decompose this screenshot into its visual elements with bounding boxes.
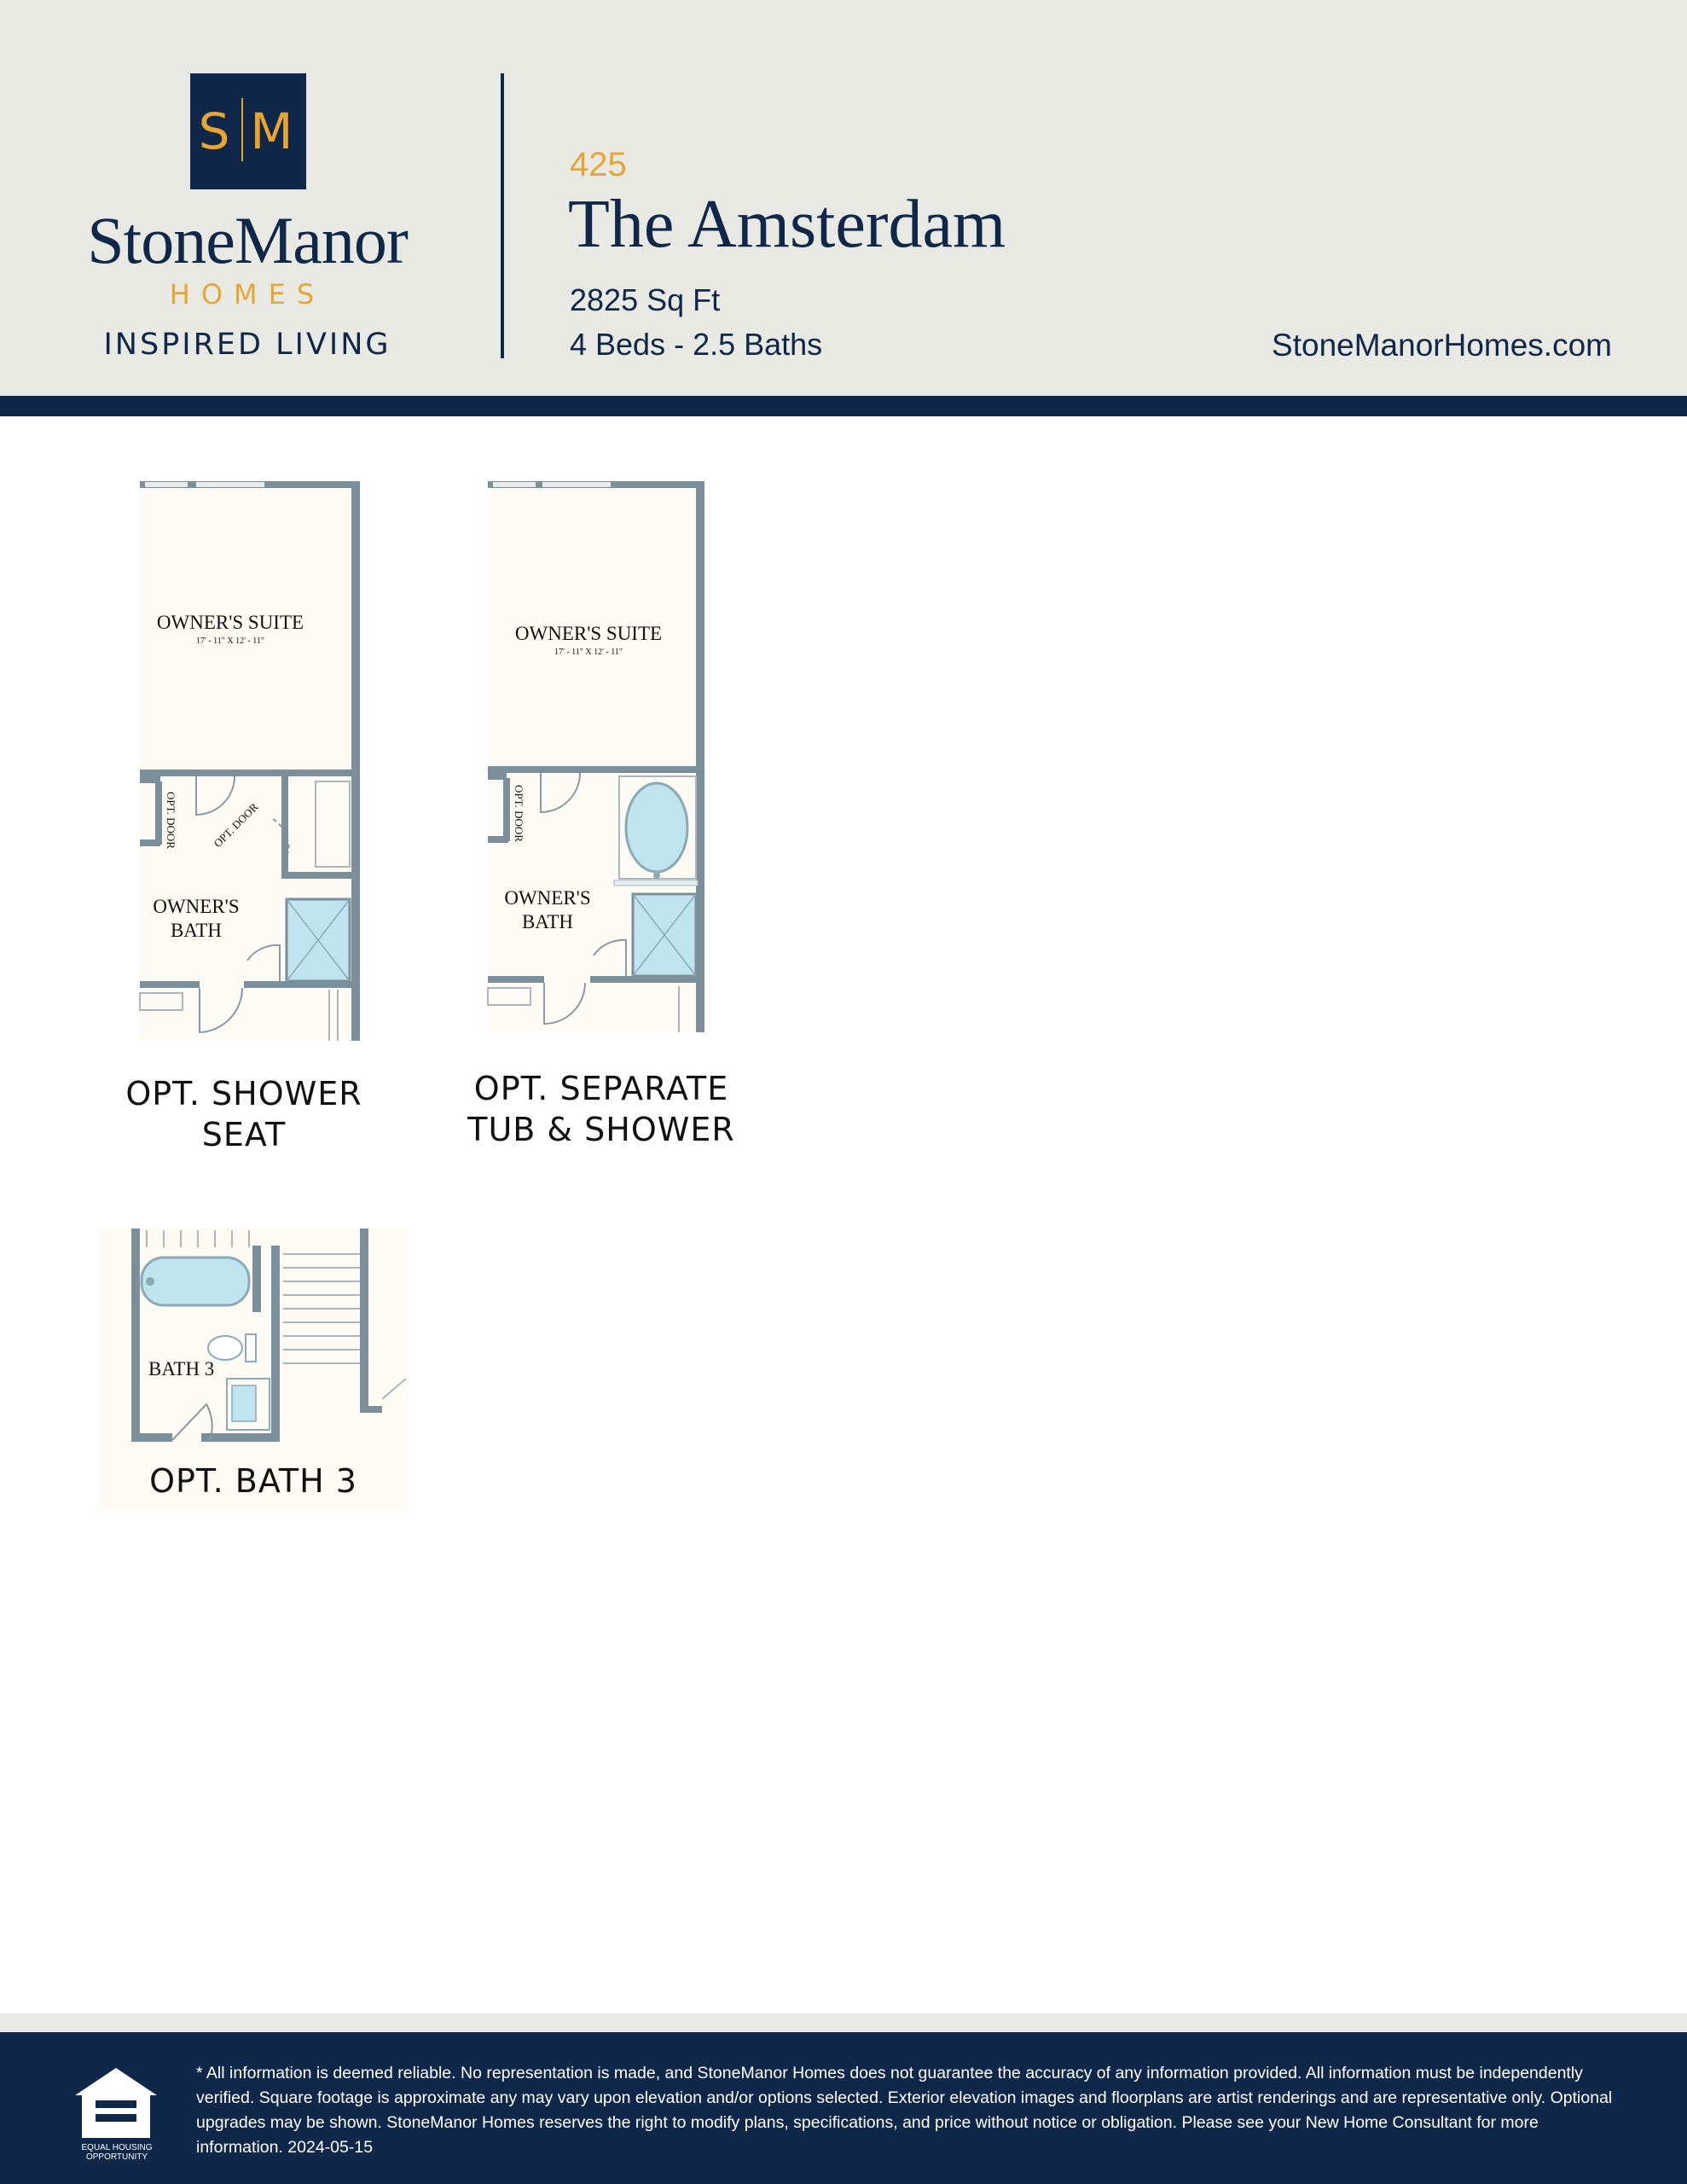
logo-mark-right: M	[250, 102, 299, 160]
room-label-opt-door-vertical: OPT. DOOR	[165, 792, 177, 849]
equal-housing-label: EQUAL HOUSING OPPORTUNITY	[81, 2143, 153, 2162]
room-label-bath-3: BATH 3	[148, 1358, 215, 1380]
plan-number: 425	[570, 146, 627, 183]
brand-tagline: INSPIRED LIVING	[103, 328, 391, 362]
caption-separate-tub-shower	[461, 1068, 742, 1150]
caption-bath-3-line1: OPT. BATH 3	[149, 1462, 357, 1500]
header-divider-bar	[0, 396, 1687, 416]
caption-shower-seat-line2: SEAT	[201, 1116, 287, 1153]
room-label-owners-bath-line1: OWNER'S	[153, 896, 240, 917]
plan-beds-baths: 4 Beds - 2.5 Baths	[570, 327, 823, 362]
room-label-owners-bath-line2: BATH	[170, 920, 223, 941]
room-label-owners-bath-2-line2: BATH	[521, 911, 574, 932]
brand-subtitle: HOMES	[169, 278, 326, 311]
caption-shower-seat-line1: OPT. SHOWER	[125, 1075, 362, 1112]
website-link[interactable]: StoneManorHomes.com	[1272, 328, 1612, 363]
caption-separate-tub-shower-line1: OPT. SEPARATE	[473, 1070, 729, 1107]
room-dims-owners-suite-2: 17' - 11" X 12' - 11"	[554, 648, 623, 657]
caption-separate-tub-shower-line2: TUB & SHOWER	[467, 1111, 735, 1148]
logo-mark-divider	[241, 98, 243, 161]
plan-square-footage: 2825 Sq Ft	[570, 282, 721, 317]
floorplan-separate-tub-shower	[486, 478, 708, 1034]
logo-mark-left: S	[198, 102, 235, 160]
floorplan-shower-seat	[136, 478, 363, 1041]
room-dims-owners-suite: 17' - 11" X 12' - 11"	[196, 636, 264, 646]
header-vertical-rule	[501, 73, 504, 358]
room-label-opt-door-diagonal: OPT. DOOR	[211, 800, 261, 851]
room-label-owners-suite-2: OWNER'S SUITE	[514, 623, 663, 644]
room-label-owners-bath-2-line1: OWNER'S	[504, 887, 591, 909]
footer-divider-strip	[0, 2013, 1687, 2032]
caption-shower-seat	[107, 1073, 380, 1155]
caption-bath-3	[99, 1461, 408, 1502]
brand-name: StoneManor	[87, 203, 408, 277]
logo-mark	[190, 73, 306, 189]
plan-title: The Amsterdam	[568, 187, 1006, 262]
room-label-opt-door-2: OPT. DOOR	[513, 785, 525, 842]
legal-disclaimer: * All information is deemed reliable. No representation is made, and StoneManor Homes does not guarantee the accuracy of any information provided. All information must be independently verified. Square footage is approximate any may vary upon elevation and/or options selected. Exterior elevation images and floorplans are artist renderings and are representative only. Optional upgrades may be shown. StoneManor Homes reserves the right to modify plans, specifications, and price without notice or obligation. Please see your New Home Consultant for more information. 2024-05-15	[196, 2064, 1613, 2157]
room-label-owners-suite: OWNER'S SUITE	[156, 612, 304, 633]
